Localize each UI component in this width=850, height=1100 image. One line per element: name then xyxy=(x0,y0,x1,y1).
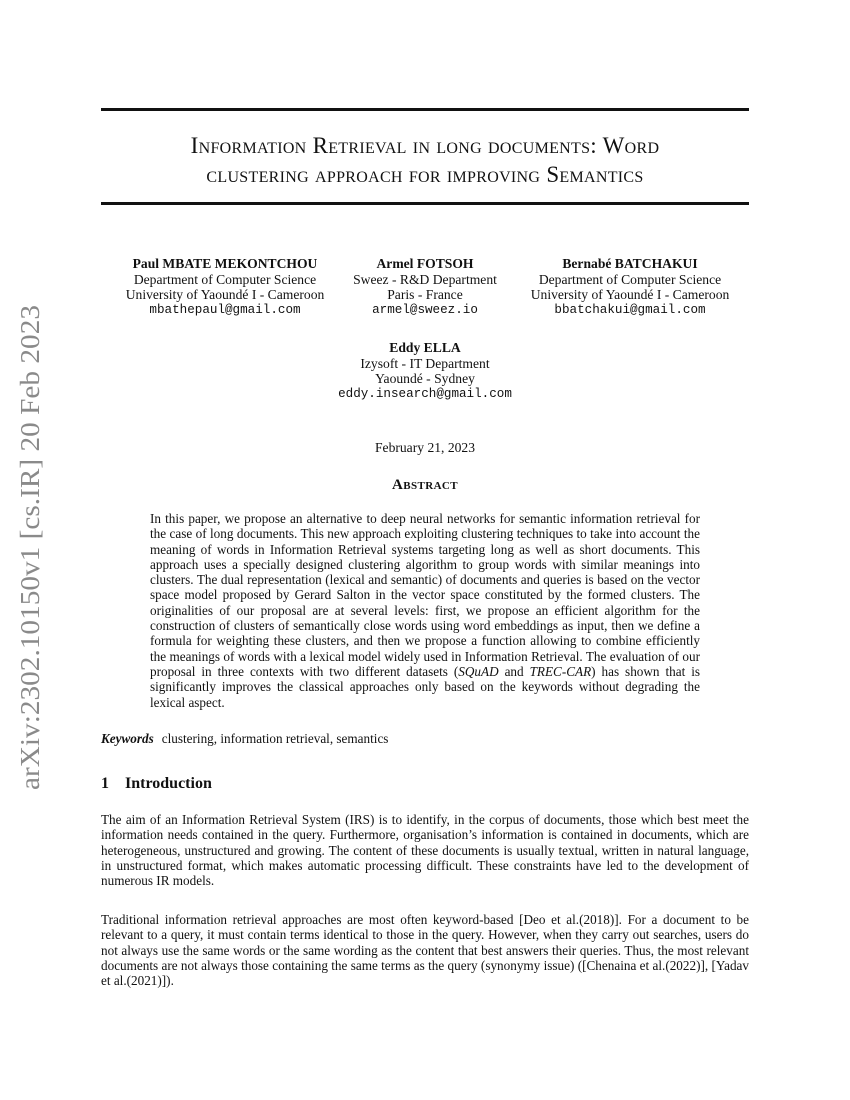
title-bottom-rule xyxy=(101,202,749,205)
keywords-line xyxy=(101,731,388,747)
author-email: mbathepaul@gmail.com xyxy=(149,302,301,317)
abstract-text-part: and xyxy=(498,663,530,679)
author-name: Armel FOTSOH xyxy=(376,256,474,271)
author-department: Izysoft - IT Department xyxy=(360,355,490,371)
author-name: Eddy ELLA xyxy=(389,340,461,355)
author-email: bbatchakui@gmail.com xyxy=(554,302,706,317)
keywords-label: Keywords xyxy=(101,731,154,746)
abstract-heading: Abstract xyxy=(392,477,458,493)
author-name: Paul MBATE MEKONTCHOU xyxy=(132,256,318,271)
body-paragraph-2: Traditional information retrieval approaches are most often keyword-based [Deo et al.(2018)]. For a document to be relevant to a query, it must contain terms identical to those in the query. However, when they carry out searches, users do not always use the same words or the same wording as the content that best answers their queries. Thus, the most relevant documents are not always those containing the same terms as the query (synonymy issue) ([Chenaina et al.(2022)], [Yadav et al.(2021)]). xyxy=(101,912,749,989)
author-department: Department of Computer Science xyxy=(538,271,722,287)
dataset-name-trec-car: TREC-CAR xyxy=(529,663,592,679)
section-heading-introduction xyxy=(101,775,212,793)
abstract-text xyxy=(150,511,700,710)
paper-title xyxy=(101,131,749,189)
title-top-rule xyxy=(101,108,749,111)
author-department: Department of Computer Science xyxy=(133,271,317,287)
arxiv-stamp-text: arXiv:2302.10150v1 [cs.IR] 20 Feb 2023 xyxy=(15,343,45,790)
section-title: Introduction xyxy=(125,775,212,792)
body-paragraph-1: The aim of an Information Retrieval System (IRS) is to identify, in the corpus of documents, those which best meet the information needs contained in the query. Furthermore, organisation’s information is contained in documents, which are heterogeneous, unstructured and growing. The content of these documents is usually textual, written in natural language, in unstructured format, which makes automatic processing difficult. These constraints have led to the development of numerous IR models. xyxy=(101,812,749,889)
abstract-text-part: ) has shown that is significantly improves the classical approaches only based on the keywords without degrading the lexical aspect. xyxy=(150,663,701,710)
author-name: Bernabé BATCHAKUI xyxy=(562,256,698,271)
author-institution: University of Yaoundé I - Cameroon xyxy=(125,287,325,302)
author-email: armel@sweez.io xyxy=(372,302,478,317)
title-line-2: clustering approach for improving Semantics xyxy=(206,162,644,187)
author-block-2 xyxy=(330,256,520,318)
arxiv-identifier-stamp xyxy=(8,300,48,800)
author-block-4 xyxy=(300,340,550,402)
dataset-name-squad: SQuAD xyxy=(458,663,499,679)
author-institution: University of Yaoundé I - Cameroon xyxy=(530,287,730,302)
title-line-1: Information Retrieval in long documents: Word xyxy=(190,133,660,158)
author-institution: Paris - France xyxy=(387,287,463,302)
author-email: eddy.insearch@gmail.com xyxy=(338,386,512,401)
author-block-1 xyxy=(100,256,350,318)
abstract-text-part: In this paper, we propose an alternative to deep neural networks for semantic information retrieval for the case of long documents. This new approach exploiting clustering techniques to take into account the meaning of words in Information Retrieval systems targeting long as well as short documents. This approach uses a specially designed clustering algorithm to group words with similar meanings into clusters. The dual representation (lexical and semantic) of documents and queries is based on the vector space model proposed by Gerard Salton in the vector space constituted by the formed clusters. The originalities of our proposal are at several levels: first, we propose an efficient algorithm for the construction of clusters of semantically close words using word embeddings as input, then we define a formula for weighting these clusters, and then we propose a function allowing to combine efficiently the meanings of words with a lexical model widely used in Information Retrieval. The evaluation of our proposal in three contexts with two different datasets ( xyxy=(150,511,700,679)
author-department: Sweez - R&D Department xyxy=(353,271,497,287)
author-block-3 xyxy=(510,256,750,318)
author-institution: Yaoundé - Sydney xyxy=(375,371,475,386)
publication-date: February 21, 2023 xyxy=(374,440,476,455)
keywords-value: clustering, information retrieval, semantics xyxy=(161,731,389,746)
section-number: 1 xyxy=(101,775,109,792)
